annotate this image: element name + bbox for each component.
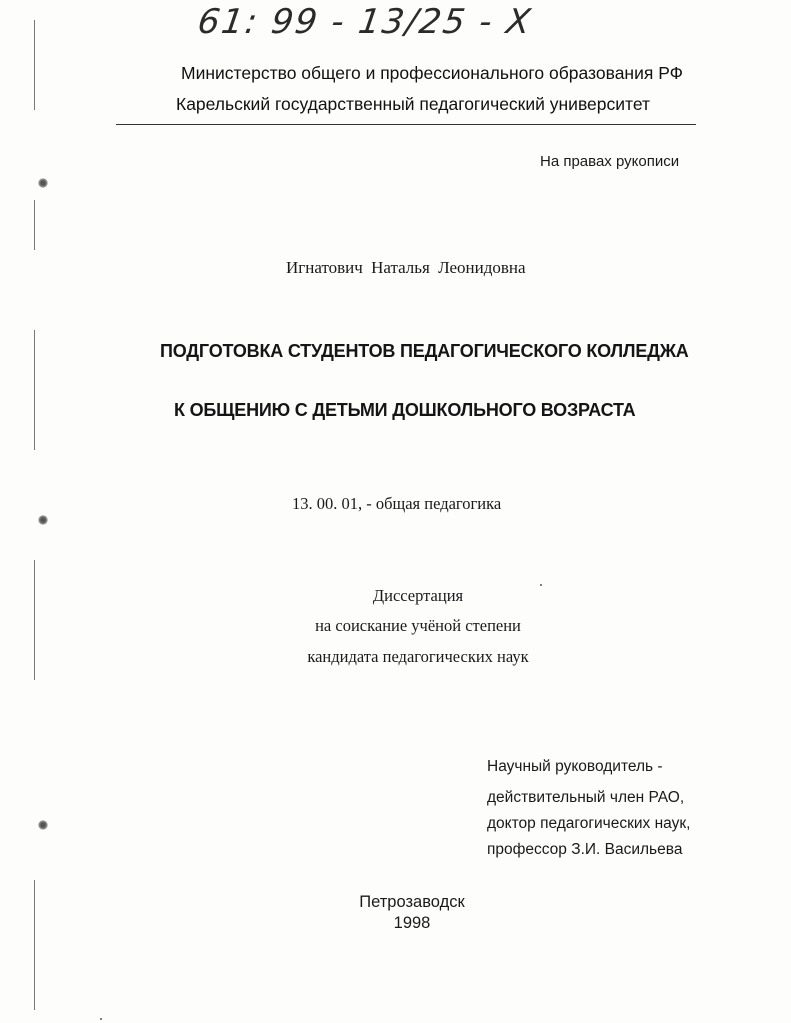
scan-margin-line (34, 20, 35, 110)
supervisor-line-2: действительный член РАО, (487, 789, 685, 806)
scan-speck (100, 1018, 102, 1020)
scan-margin-line (34, 200, 35, 250)
degree-line-2: на соискание учёной степени (315, 616, 521, 635)
manuscript-note: На правах рукописи (540, 153, 680, 170)
university-name: Карельский государственный педагогический университет (176, 94, 651, 114)
year: 1998 (393, 914, 431, 932)
degree-line-3: кандидата педагогических наук (307, 647, 529, 666)
scan-margin-line (34, 560, 35, 680)
handwritten-shelfmark: 61: 99 - 13/25 - X (195, 2, 535, 42)
punch-hole-mark (38, 178, 48, 188)
thesis-title-line-2: К ОБЩЕНИЮ С ДЕТЬМИ ДОШКОЛЬНОГО ВОЗРАСТА (174, 400, 636, 420)
scan-margin-line (34, 330, 35, 450)
author-name: Игнатович Наталья Леонидовна (286, 258, 526, 277)
thesis-title-line-1: ПОДГОТОВКА СТУДЕНТОВ ПЕДАГОГИЧЕСКОГО КОЛЛЕДЖА (160, 341, 689, 361)
city: Петрозаводск (359, 893, 465, 911)
header-divider (116, 124, 696, 125)
supervisor-line-4: профессор З.И. Васильева (487, 841, 683, 858)
supervisor-line-3: доктор педагогических наук, (487, 815, 691, 832)
supervisor-line-1: Научный руководитель - (487, 758, 663, 775)
ministry-name: Министерство общего и профессионального образования РФ (181, 63, 683, 83)
punch-hole-mark (38, 515, 48, 525)
degree-line-1: Диссертация (372, 586, 464, 605)
scan-margin-line (34, 880, 35, 1010)
specialty-code: 13. 00. 01, - общая педагогика (292, 494, 502, 513)
punch-hole-mark (38, 820, 48, 830)
